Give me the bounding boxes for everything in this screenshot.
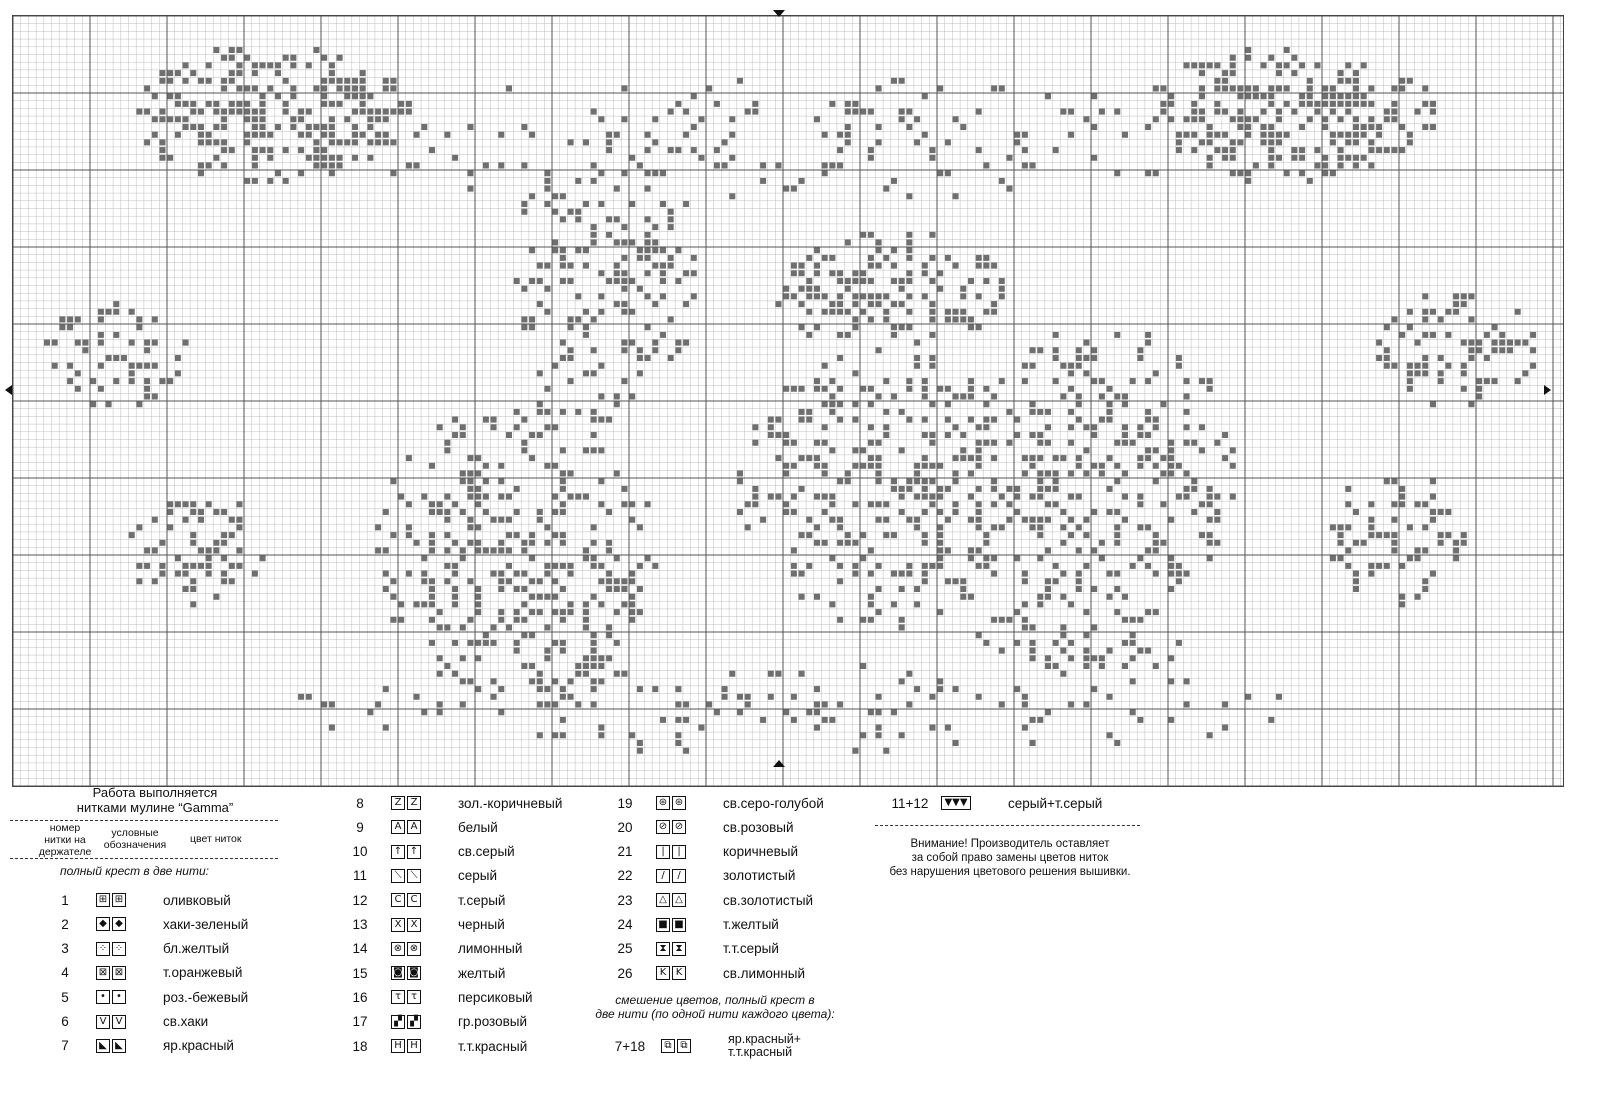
notice-line2: за собой право замены цветов ниток bbox=[911, 852, 1109, 864]
stitch-glyph: ▞ bbox=[407, 1015, 421, 1029]
thread-number: 24 bbox=[617, 917, 633, 932]
thread-color-name: серый bbox=[458, 868, 498, 884]
thread-color-name: коричневый bbox=[723, 844, 799, 860]
thread-number: 13 bbox=[352, 917, 368, 932]
stitch-symbol-icon bbox=[655, 868, 687, 884]
stitch-glyph: ⊠ bbox=[96, 966, 110, 980]
thread-row bbox=[35, 938, 229, 960]
thread-color-name: св.серый bbox=[458, 844, 515, 860]
divider bbox=[875, 825, 1140, 826]
stitch-glyph: A bbox=[407, 820, 421, 834]
thread-row bbox=[330, 792, 562, 814]
thread-row bbox=[330, 865, 497, 887]
stitch-glyph: • bbox=[112, 990, 126, 1004]
thread-number: 19 bbox=[617, 795, 633, 811]
stitch-glyph: ⧗ bbox=[672, 942, 686, 956]
thread-number: 25 bbox=[617, 941, 633, 957]
thread-color-name: т.серый bbox=[458, 892, 506, 908]
header-text: номер bbox=[49, 822, 81, 834]
blend-row-11-12 bbox=[880, 792, 1102, 814]
thread-color-name: т.т.красный bbox=[458, 1038, 528, 1054]
stitch-symbol-icon bbox=[655, 941, 687, 957]
thread-color-name: золотистый bbox=[723, 868, 796, 884]
stitch-glyph: A bbox=[391, 820, 405, 834]
thread-row bbox=[595, 889, 813, 911]
blend-heading bbox=[590, 993, 840, 1021]
thread-row bbox=[35, 986, 248, 1008]
thread-row bbox=[330, 841, 515, 863]
thread-row bbox=[35, 889, 231, 911]
blend-number: 11+12 bbox=[891, 795, 929, 811]
stitch-glyph: ◣ bbox=[112, 1039, 126, 1053]
thread-number: 6 bbox=[61, 1014, 69, 1029]
stitch-symbol-icon bbox=[95, 965, 127, 981]
column-header-symbol bbox=[100, 827, 170, 851]
thread-row bbox=[330, 1035, 527, 1057]
thread-number: 14 bbox=[352, 941, 368, 957]
thread-color-name: св.серо-голубой bbox=[723, 795, 824, 811]
thread-color-name: бл.желтый bbox=[163, 941, 230, 957]
left-middle-marker-icon bbox=[5, 385, 12, 395]
stitch-symbol-icon bbox=[95, 1014, 127, 1030]
stitch-glyph: ⊛ bbox=[672, 796, 686, 810]
thread-number: 16 bbox=[352, 989, 368, 1005]
thread-color-name: лимонный bbox=[458, 941, 523, 957]
chart-grid bbox=[13, 16, 1564, 787]
stitch-glyph: Z bbox=[407, 796, 421, 810]
blend-heading-line2: две нити (по одной нити каждого цвета): bbox=[595, 1007, 835, 1021]
stitch-glyph: △ bbox=[656, 893, 670, 907]
thread-color-name: т.т.серый bbox=[723, 941, 779, 957]
stitch-glyph: H bbox=[391, 1039, 405, 1053]
thread-row bbox=[595, 938, 779, 960]
thread-color-name: яр.красный bbox=[163, 1038, 234, 1054]
thread-row bbox=[595, 792, 824, 814]
thread-number: 23 bbox=[617, 892, 633, 908]
notice-line1: Внимание! Производитель оставляет bbox=[910, 838, 1110, 850]
thread-row bbox=[330, 938, 522, 960]
stitch-symbol-icon bbox=[390, 941, 422, 957]
thread-color-name: белый bbox=[458, 819, 498, 835]
stitch-symbol-icon bbox=[655, 965, 687, 981]
thread-row bbox=[595, 914, 779, 936]
stitch-symbol-icon bbox=[95, 1038, 127, 1054]
stitch-glyph: ◣ bbox=[96, 1039, 110, 1053]
blend-color-name-line1: яр.красный+ bbox=[728, 1032, 801, 1046]
stitch-glyph: ◆ bbox=[96, 917, 110, 931]
thread-number: 7 bbox=[61, 1038, 69, 1054]
stitch-glyph: / bbox=[656, 869, 670, 883]
stitch-glyph: | bbox=[672, 845, 686, 859]
stitch-glyph: ⟍ bbox=[391, 869, 405, 883]
blend-symbol-icon: ▼▼▼ bbox=[940, 795, 972, 811]
thread-number: 3 bbox=[61, 941, 69, 957]
thread-color-name: хаки-зеленый bbox=[163, 916, 249, 932]
thread-number: 9 bbox=[356, 819, 364, 835]
thread-color-name: св.розовый bbox=[723, 819, 794, 835]
stitch-symbol-icon bbox=[655, 917, 687, 933]
stitch-symbol-icon bbox=[95, 916, 127, 932]
stitch-glyph: ⧗ bbox=[656, 942, 670, 956]
stitch-cells bbox=[44, 47, 1536, 754]
thread-row bbox=[595, 865, 795, 887]
stitch-glyph: ⁘ bbox=[96, 942, 110, 956]
stitch-glyph: / bbox=[672, 869, 686, 883]
header-text: нитки на bbox=[44, 834, 86, 846]
thread-number: 17 bbox=[352, 1014, 368, 1030]
stitch-glyph: ◙ bbox=[391, 966, 405, 980]
thread-number: 10 bbox=[352, 844, 368, 860]
thread-row bbox=[35, 1011, 208, 1033]
stitch-glyph: ⟍ bbox=[407, 869, 421, 883]
thread-color-name: персиковый bbox=[458, 989, 533, 1005]
blend-color-name bbox=[692, 1033, 801, 1059]
stitch-glyph: ↑ bbox=[391, 845, 405, 859]
thread-color-name: св.лимонный bbox=[723, 965, 806, 981]
stitch-symbol-icon bbox=[95, 892, 127, 908]
stitch-glyph: ⊞ bbox=[112, 893, 126, 907]
stitch-glyph: ⊗ bbox=[407, 942, 421, 956]
stitch-symbol-icon bbox=[390, 819, 422, 835]
blend-color-name: серый+т.серый bbox=[1008, 795, 1103, 811]
thread-color-name: т.желтый bbox=[723, 917, 779, 932]
blend-heading-line1: смешение цветов, полный крест в bbox=[615, 993, 815, 1007]
thread-color-name: желтый bbox=[458, 965, 506, 981]
stitch-symbol-icon bbox=[390, 965, 422, 981]
column-header-color: цвет ниток bbox=[190, 833, 242, 845]
stitch-glyph: H bbox=[407, 1039, 421, 1053]
stitch-symbol-icon bbox=[390, 844, 422, 860]
stitch-symbol-icon bbox=[390, 1038, 422, 1054]
right-middle-marker-icon bbox=[1544, 385, 1551, 395]
divider bbox=[10, 820, 278, 821]
thread-color-name: оливковый bbox=[163, 892, 231, 908]
stitch-glyph: | bbox=[656, 845, 670, 859]
thread-color-name: св.золотистый bbox=[723, 892, 814, 908]
thread-number: 18 bbox=[352, 1038, 368, 1054]
stitch-glyph: X bbox=[391, 918, 405, 932]
thread-number: 22 bbox=[617, 868, 633, 884]
thread-number: 21 bbox=[617, 844, 633, 860]
thread-number: 12 bbox=[352, 892, 368, 908]
thread-row bbox=[35, 962, 242, 984]
thread-row bbox=[595, 816, 794, 838]
stitch-glyph: ↑ bbox=[407, 845, 421, 859]
notice-line3: без нарушения цветового решения вышивки. bbox=[889, 866, 1131, 878]
legend-title-line2: нитками мулине “Gamma” bbox=[76, 800, 234, 815]
stitch-glyph: ⊘ bbox=[656, 820, 670, 834]
stitch-glyph: • bbox=[96, 990, 110, 1004]
manufacturer-notice bbox=[860, 837, 1160, 879]
stitch-glyph: ■ bbox=[672, 918, 686, 932]
bottom-center-marker-icon bbox=[773, 760, 785, 767]
thread-color-name: зол.-коричневый bbox=[458, 795, 563, 811]
thread-row bbox=[330, 816, 498, 838]
thread-color-name: гр.розовый bbox=[458, 1014, 528, 1030]
stitch-glyph: C bbox=[391, 893, 405, 907]
full-cross-subtitle: полный крест в две нити: bbox=[60, 864, 209, 878]
stitch-symbol-icon bbox=[390, 1014, 422, 1030]
thread-row bbox=[330, 914, 505, 936]
stitch-glyph: △ bbox=[672, 893, 686, 907]
stitch-glyph: ◆ bbox=[112, 917, 126, 931]
legend-title bbox=[40, 785, 270, 815]
thread-row bbox=[330, 889, 505, 911]
thread-color-name: роз.-бежевый bbox=[163, 989, 249, 1005]
thread-row bbox=[35, 913, 248, 935]
stitch-glyph: K bbox=[656, 966, 670, 980]
stitch-glyph: ⊗ bbox=[391, 942, 405, 956]
stitch-glyph: ⁘ bbox=[112, 942, 126, 956]
stitch-glyph: ⊛ bbox=[656, 796, 670, 810]
stitch-symbol-icon bbox=[390, 795, 422, 811]
thread-number: 11 bbox=[352, 868, 367, 884]
legend-title-line1: Работа выполняется bbox=[92, 785, 218, 800]
stitch-symbol-icon bbox=[655, 844, 687, 860]
column-header-number bbox=[30, 822, 100, 858]
header-text: условные bbox=[111, 827, 159, 839]
stitch-symbol-icon bbox=[655, 892, 687, 908]
thread-number: 26 bbox=[617, 965, 633, 981]
stitch-glyph: X bbox=[407, 918, 421, 932]
thread-number: 2 bbox=[61, 916, 69, 932]
stitch-glyph: K bbox=[672, 966, 686, 980]
thread-row bbox=[330, 962, 505, 984]
thread-row bbox=[330, 986, 533, 1008]
stitch-glyph: Z bbox=[391, 796, 405, 810]
thread-number: 8 bbox=[356, 795, 364, 811]
stitch-symbol-icon bbox=[95, 989, 127, 1005]
thread-number: 1 bbox=[61, 892, 69, 908]
thread-row bbox=[35, 1035, 234, 1057]
stitch-glyph: ⊘ bbox=[672, 820, 686, 834]
thread-number: 4 bbox=[61, 965, 69, 981]
stitch-glyph: τ bbox=[391, 990, 405, 1004]
stitch-glyph: C bbox=[407, 893, 421, 907]
stitch-glyph: ⊠ bbox=[112, 966, 126, 980]
stitch-symbol-icon bbox=[655, 819, 687, 835]
thread-row bbox=[330, 1011, 527, 1033]
thread-row bbox=[595, 962, 805, 984]
stitch-glyph: ◙ bbox=[407, 966, 421, 980]
thread-number: 20 bbox=[617, 819, 633, 835]
stitch-glyph: V bbox=[96, 1015, 110, 1029]
stitch-symbol-icon bbox=[390, 868, 422, 884]
blend-symbol-icon: ⧉ ⧉ bbox=[660, 1038, 692, 1054]
stitch-symbol-icon bbox=[390, 917, 422, 933]
grid-lines bbox=[13, 16, 1564, 787]
stitch-glyph: ■ bbox=[656, 918, 670, 932]
blend-row-7-18 bbox=[600, 1032, 801, 1059]
stitch-pattern bbox=[44, 47, 1536, 754]
blend-color-name-line2: т.т.красный bbox=[728, 1045, 793, 1059]
stitch-symbol-icon bbox=[390, 892, 422, 908]
blend-number: 7+18 bbox=[614, 1038, 646, 1054]
stitch-symbol-icon bbox=[655, 795, 687, 811]
stitch-glyph: τ bbox=[407, 990, 421, 1004]
stitch-glyph: V bbox=[112, 1015, 126, 1029]
thread-color-name: черный bbox=[458, 917, 505, 932]
header-text: держателе bbox=[38, 846, 92, 858]
stitch-glyph: ⊞ bbox=[96, 893, 110, 907]
thread-row bbox=[595, 841, 798, 863]
stitch-glyph: ▞ bbox=[391, 1015, 405, 1029]
stitch-symbol-icon bbox=[390, 989, 422, 1005]
cross-stitch-chart bbox=[12, 15, 1564, 787]
divider bbox=[10, 858, 278, 859]
thread-color-name: св.хаки bbox=[163, 1014, 209, 1029]
thread-number: 5 bbox=[61, 989, 69, 1005]
thread-color-name: т.оранжевый bbox=[163, 965, 243, 981]
top-center-marker-icon bbox=[773, 10, 785, 17]
thread-number: 15 bbox=[352, 965, 368, 981]
stitch-symbol-icon bbox=[95, 941, 127, 957]
header-text: обозначения bbox=[103, 839, 167, 851]
